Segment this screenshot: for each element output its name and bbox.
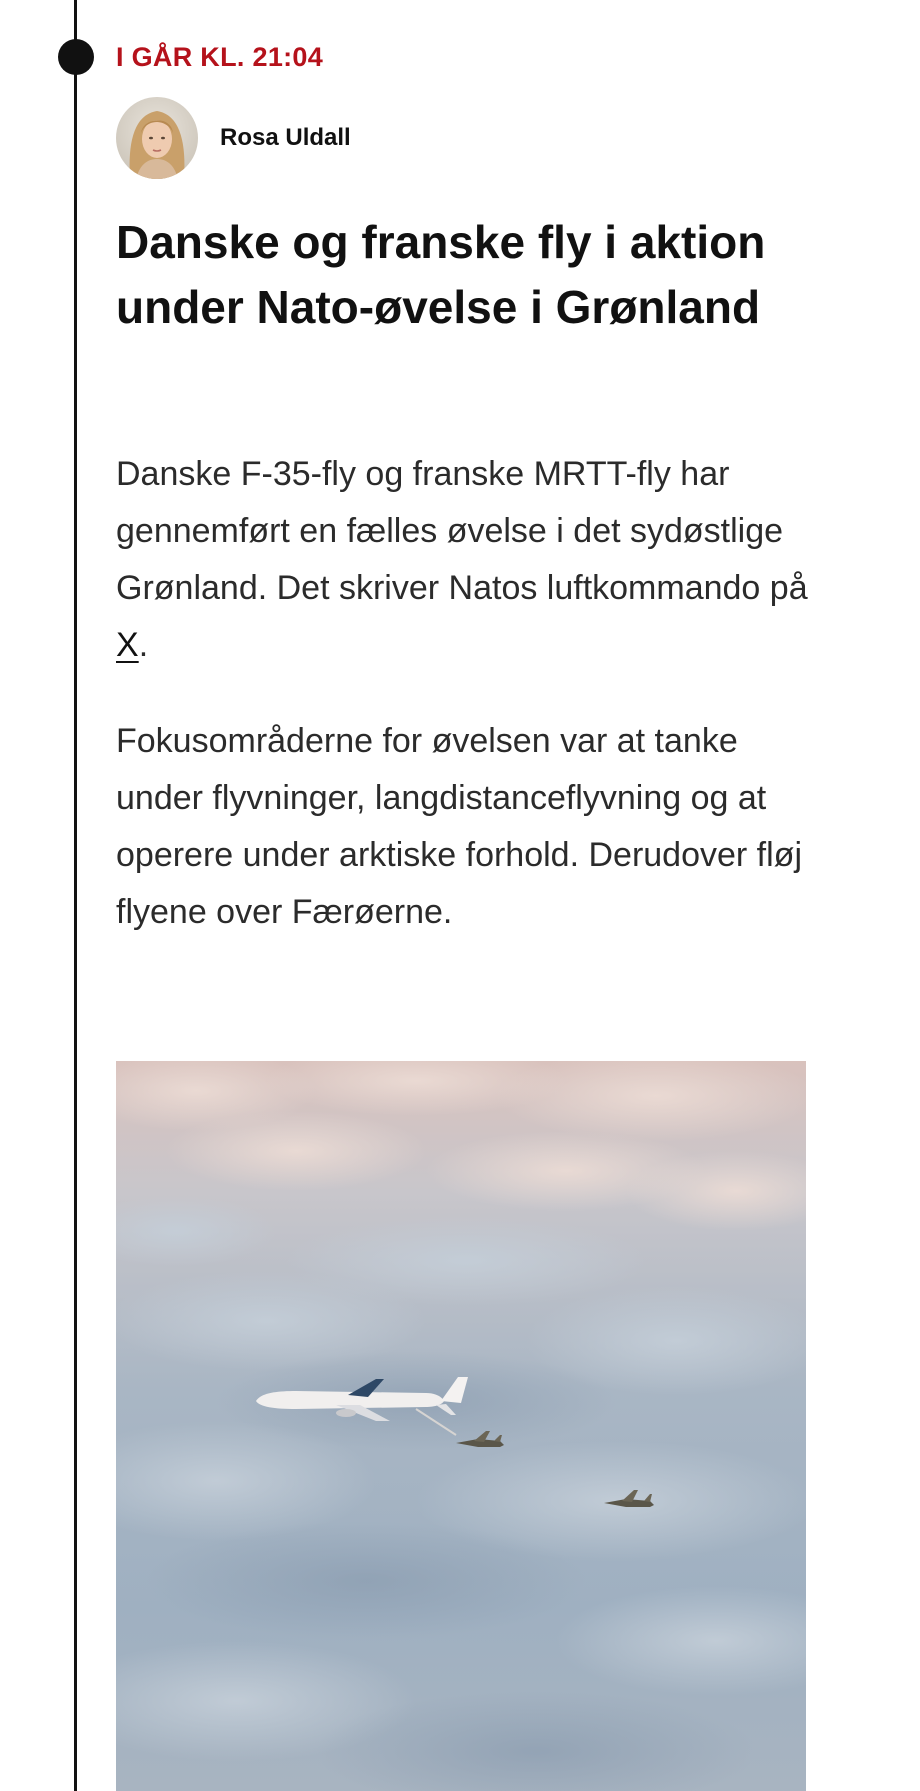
article-headline: Danske og franske fly i aktion under Nato-øvelse i Grønland [116,216,766,333]
article-paragraph-2: Fokusområderne for øvelsen var at tanke under flyvninger, langdistanceflyvning og at operere under arktiske forhold. Derudover fløj flyene over Færøerne. [116,722,802,931]
timeline-line [74,0,77,1791]
author-avatar[interactable] [116,97,198,179]
article-paragraph-1 [116,446,816,674]
author-name[interactable]: Rosa Uldall [220,124,351,151]
x-link[interactable]: X [116,626,139,664]
timestamp: I GÅR KL. 21:04 [116,42,324,72]
paragraph-1-end: . [138,626,149,664]
aircraft-photo-image [116,1061,806,1791]
author-byline[interactable] [116,97,351,179]
timeline-dot [58,39,94,75]
paragraph-1-text: Danske F-35-fly og franske MRTT-fly har gennemført en fælles øvelse i det sydøstlige Grønland. Det skriver Natos luftkommando på [116,455,808,607]
article-photo[interactable] [116,1061,806,1791]
author-portrait-icon [116,97,198,179]
